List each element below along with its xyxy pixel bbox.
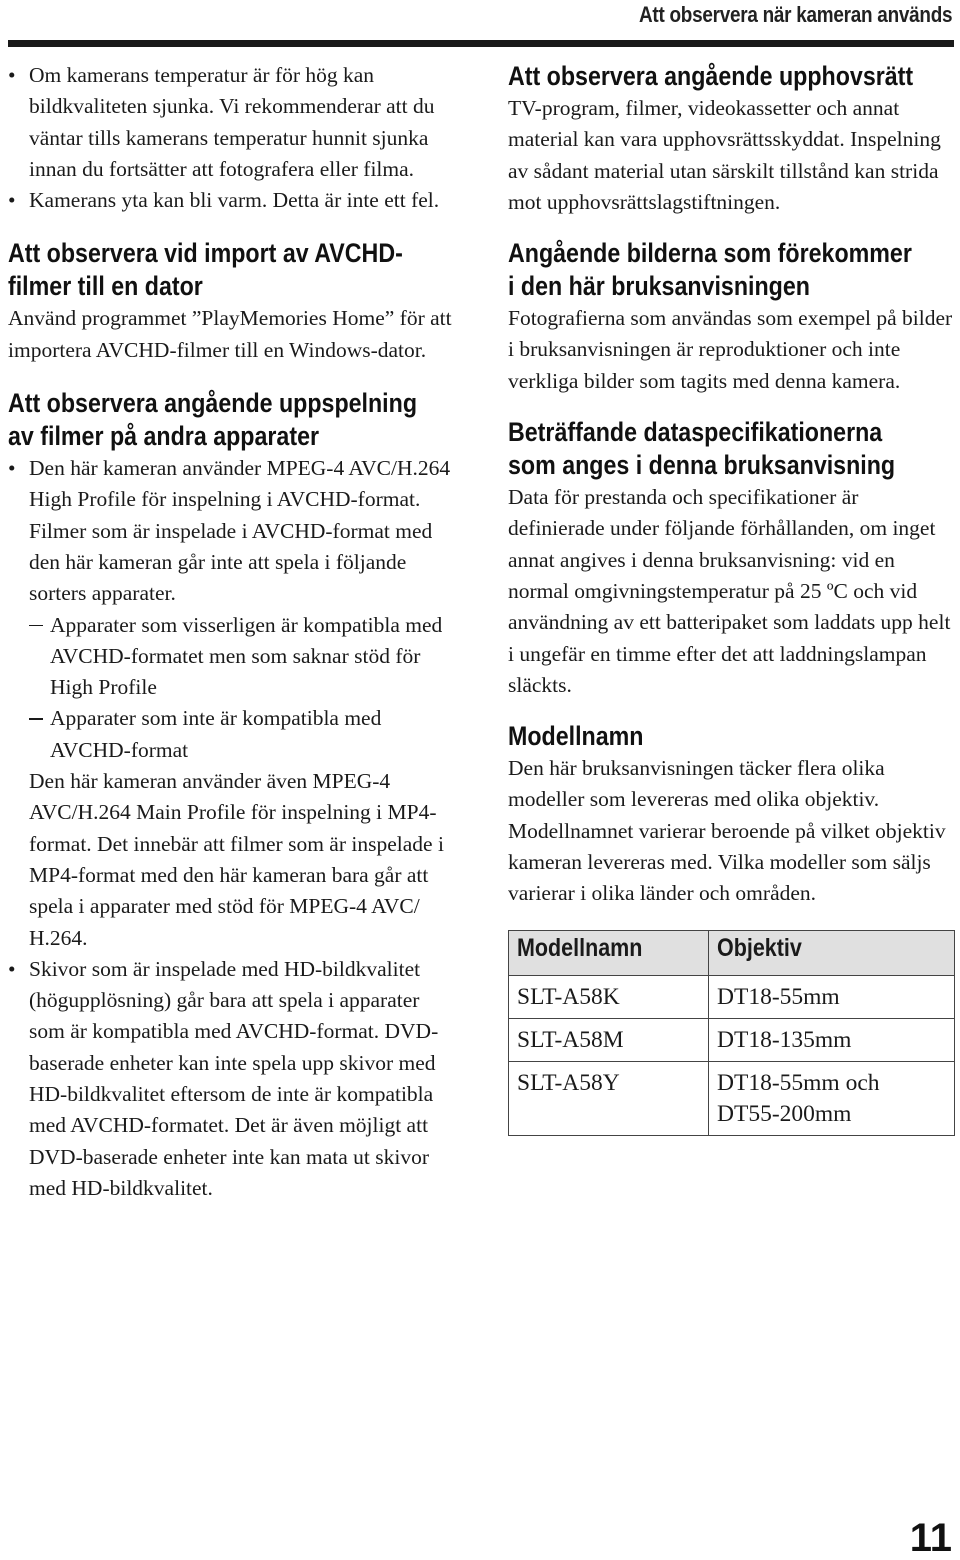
left-column [8,60,458,1204]
table-row [509,975,955,1018]
table-row [509,1018,955,1061]
bullet-item: • Den här kameran använder MPEG-4 AVC/H.264 High Profile för inspelning i AVCHD-format. Filmer som är inspelade i AVCHD-format med den här kameran går inte att spela i följande sorters apparater. Apparater som visserligen är kompatibla med AVCHD-formatet men som saknar stöd för High Profile Apparater som inte är kompatibla med AVCHD-format Den här kameran använder även MPEG-4 AVC/H.264 Main Profile för inspelning i MP4-format. Det innebär att filmer som är inspelade i MP4-format med den här kameran bara går att spela i apparater med stöd för MPEG-4 AVC/ H.264. [8,453,458,954]
table-row [509,1061,955,1135]
table-cell: DT18-55mm och DT55-200mm [709,1061,955,1135]
header-rule [8,40,954,47]
table-header-row [509,930,955,975]
dash-item: Apparater som visserligen är kompatibla med AVCHD-formatet men som saknar stöd för High Profile [29,610,458,704]
model-table [508,930,955,1136]
section-model [508,720,955,1135]
page-header-title: Att observera när kameran används [638,2,952,27]
dash-item: Apparater som inte är kompatibla med AVCHD-format [29,703,458,766]
section-heading: Att observera angående uppspelning av filmer på andra apparater [8,388,418,452]
table-header-cell: Modellnamn [509,930,709,975]
section-body: Data för prestanda och specifikationer är definierade under följande förhållanden, om inget annat angives i denna bruksanvisning: vid en normal omgivningstemperatur på 25 ºC och vid användning av ett batteripaket som laddats upp helt i ungefär en timme efter det att laddningslampan släckts. [508,485,951,697]
section-images [508,237,955,397]
section-heading: Beträffande dataspecifikationerna som anges i denna bruksanvisning [508,417,896,481]
table-header-cell: Objektiv [709,930,955,975]
bullet-item: • Skivor som är inspelade med HD-bildkvalitet (högupplösning) går bara att spela i apparater som är kompatibla med AVCHD-format. DVD-baserade enheter kan inte spela upp skivor med HD-bildkvalitet eftersom de inte är kompatibla med AVCHD-formatet. Det är även möjligt att DVD-baserade enheter inte kan mata ut skivor med HD-bildkvalitet. [8,954,458,1204]
section-import [8,237,458,366]
bullet-continuation: Den här kameran använder även MPEG-4 AVC/H.264 Main Profile för inspelning i MP4-format. Det innebär att filmer som är inspelade i MP4-format med den här kameran bara går att spela i apparater med stöd för MPEG-4 AVC/ H.264. [29,769,444,950]
section-specs [508,416,955,701]
table-cell: SLT-A58M [509,1018,709,1061]
table-cell: DT18-135mm [709,1018,955,1061]
section-body: Använd programmet ”PlayMemories Home” för att importera AVCHD-filmer till en Windows-dator. [8,306,452,362]
section-playback [8,387,458,1204]
table-cell: SLT-A58K [509,975,709,1018]
section-copyright [508,60,955,218]
section-heading: Angående bilderna som förekommer i den här bruksanvisningen [508,238,912,302]
section-body: Fotografierna som användas som exempel på bilder i bruksanvisningen är reproduktioner och inte verkliga bilder som tagits med denna kamera. [508,306,953,393]
playback-bullet-list [8,453,458,1204]
section-body: TV-program, filmer, videokassetter och annat material kan vara upphovsrättsskyddat. Inspelning av sådant material utan särskilt tillstånd kan strida mot upphovsrättslagstiftningen. [508,96,941,214]
intro-bullet-list [8,60,458,216]
bullet-item: • Kamerans yta kan bli varm. Detta är inte ett fel. [8,185,458,216]
section-body: Den här bruksanvisningen täcker flera olika modeller som levereras med olika objektiv. Modellnamnet varierar beroende på vilket objektiv kameran levereras med. Vilka modeller som säljs varierar i olika länder och områden. [508,756,946,906]
table-cell: DT18-55mm [709,975,955,1018]
table-cell: SLT-A58Y [509,1061,709,1135]
section-heading: Att observera vid import av AVCHD- filmer till en dator [8,238,403,302]
right-column [508,60,955,1136]
bullet-item: • Om kamerans temperatur är för hög kan bildkvaliteten sjunka. Vi rekommenderar att du väntar tills kamerans temperatur hunnit sjunka innan du fortsätter att fotografera eller filma. [8,60,458,185]
section-heading: Att observera angående upphovsrätt [508,61,914,91]
section-heading: Modellnamn [508,721,644,752]
page-number: 11 [909,1516,952,1560]
